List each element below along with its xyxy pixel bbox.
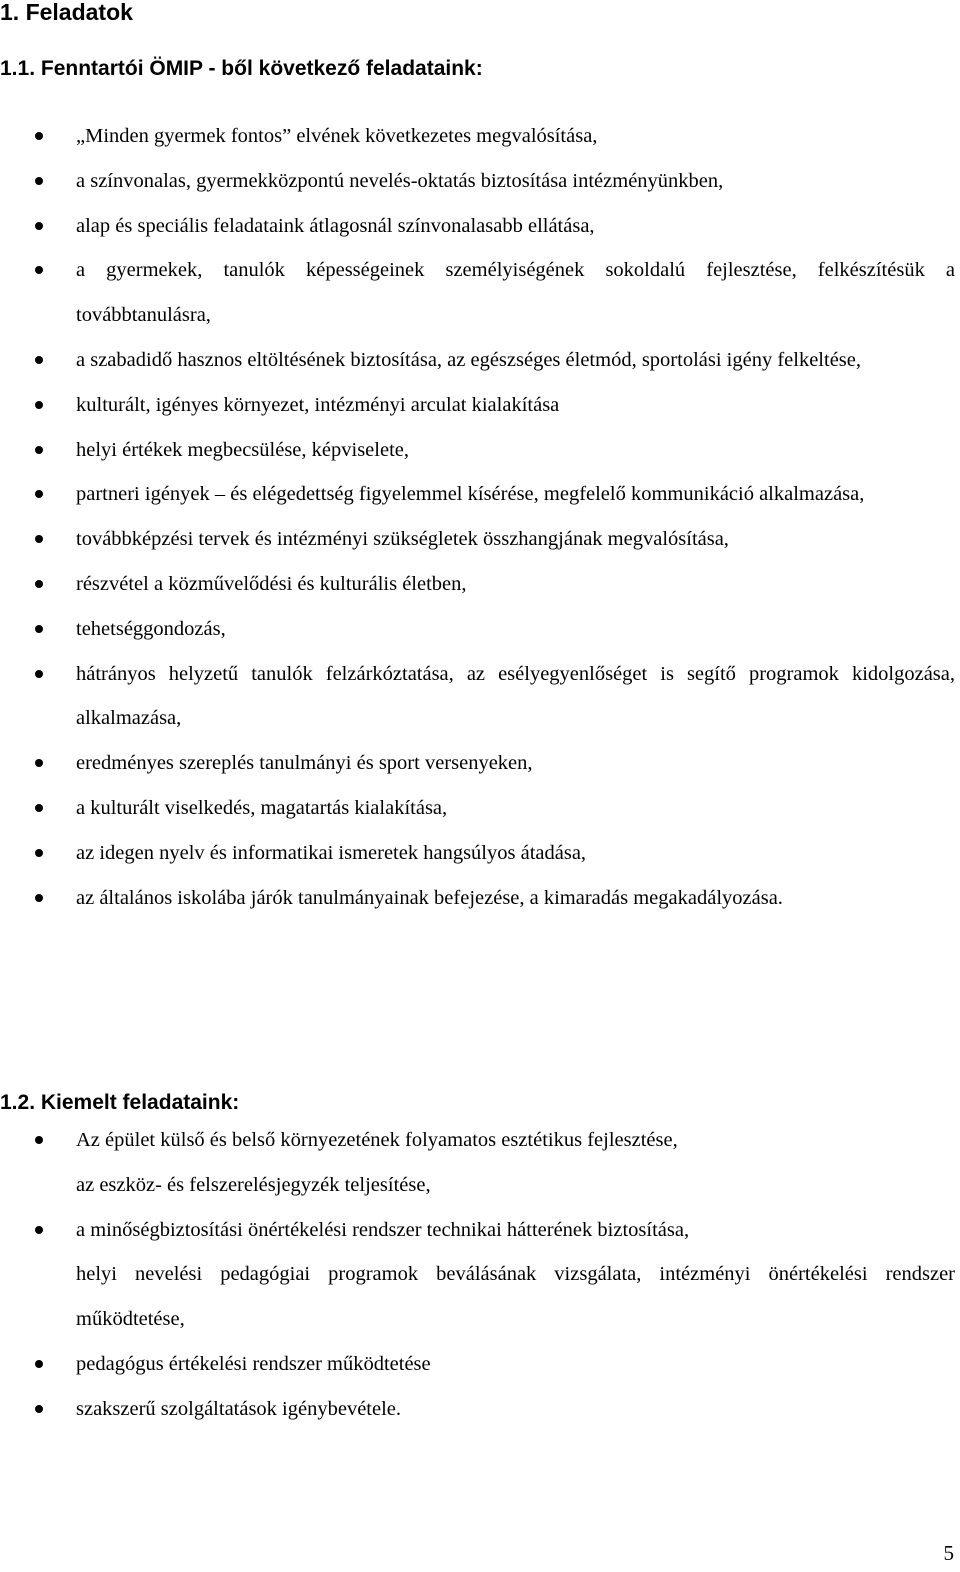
bullet-icon xyxy=(35,804,43,812)
bullet-icon xyxy=(35,1405,43,1413)
bullet-icon xyxy=(35,670,43,678)
list-item xyxy=(0,1252,955,1342)
list-item xyxy=(0,1163,955,1208)
bullet-icon xyxy=(35,759,43,767)
bullet-icon xyxy=(35,1360,43,1368)
list-item xyxy=(0,428,955,473)
list-item-text: az idegen nyelv és informatikai ismeretek hangsúlyos átadása, xyxy=(76,841,587,864)
bullet-icon xyxy=(35,401,43,409)
list-item xyxy=(0,204,955,249)
list-item xyxy=(0,472,955,517)
list-item-text: Az épület külső és belső környezetének folyamatos esztétikus fejlesztése, xyxy=(76,1129,678,1151)
list-item xyxy=(0,562,955,607)
list-item-text: a szabadidő hasznos eltöltésének biztosítása, az egészséges életmód, sportolási igény felkeltése, xyxy=(76,348,861,371)
bullet-icon xyxy=(35,535,43,543)
list-item xyxy=(0,741,955,786)
list-item-text: helyi nevelési pedagógiai programok beválásának vizsgálata, intézményi önértékelési rendszer működtetése, xyxy=(76,1263,955,1331)
list-item-text: szakszerű szolgáltatások igénybevétele. xyxy=(76,1397,402,1420)
list-item-text: a kulturált viselkedés, magatartás kialakítása, xyxy=(76,796,448,819)
list-item-text: továbbképzési tervek és intézményi szükségletek összhangjának megvalósítása, xyxy=(76,528,729,551)
task-list-1-1 xyxy=(0,114,960,920)
bullet-icon xyxy=(35,1136,43,1144)
list-item-text: az eszköz- és felszerelésjegyzék teljesítése, xyxy=(76,1173,431,1196)
list-item-text: „Minden gyermek fontos” elvének következetes megvalósítása, xyxy=(76,125,598,147)
list-item xyxy=(0,652,955,742)
list-item xyxy=(0,1118,955,1163)
list-item-text: az általános iskolába járók tanulmányainak befejezése, a kimaradás megakadályozása. xyxy=(76,886,783,909)
list-item xyxy=(0,159,955,204)
bullet-icon xyxy=(35,177,43,185)
list-item xyxy=(0,786,955,831)
bullet-icon xyxy=(35,490,43,498)
list-item-text: kulturált, igényes környezet, intézményi arculat kialakítása xyxy=(76,393,560,416)
list-item xyxy=(0,383,955,428)
list-item xyxy=(0,607,955,652)
list-item-text: helyi értékek megbecsülése, képviselete, xyxy=(76,438,409,461)
section-heading-1-1: 1.1. Fenntartói ÖMIP - ből következő feladataink: xyxy=(0,57,483,80)
document-heading: 1. Feladatok xyxy=(0,0,133,25)
list-item-text: eredményes szereplés tanulmányi és sport versenyeken, xyxy=(76,752,533,775)
list-item xyxy=(0,114,955,159)
list-item-text: tehetséggondozás, xyxy=(76,617,226,640)
list-item-text: hátrányos helyzetű tanulók felzárkóztatása, az esélyegyenlőséget is segítő programok kidolgozása, alkalmazása, xyxy=(76,662,955,730)
list-item-text: pedagógus értékelési rendszer működtetése xyxy=(76,1352,431,1375)
bullet-icon xyxy=(35,132,43,140)
bullet-icon xyxy=(35,894,43,902)
list-item xyxy=(0,1208,955,1253)
task-list-1-2 xyxy=(0,1118,960,1432)
bullet-icon xyxy=(35,266,43,274)
list-item-text: alap és speciális feladataink átlagosnál színvonalasabb ellátása, xyxy=(76,214,595,237)
list-item xyxy=(0,1387,955,1432)
bullet-icon xyxy=(35,446,43,454)
list-item xyxy=(0,338,955,383)
list-item-text: a gyermekek, tanulók képességeinek személyiségének sokoldalú fejlesztése, felkészítésük a továbbtanulásra, xyxy=(76,259,955,327)
list-item xyxy=(0,517,955,562)
list-item-text: a minőségbiztosítási önértékelési rendszer technikai hátterének biztosítása, xyxy=(76,1218,690,1241)
list-item xyxy=(0,876,955,921)
list-item-text: részvétel a közművelődési és kulturális életben, xyxy=(76,572,467,595)
bullet-icon xyxy=(35,356,43,364)
bullet-icon xyxy=(35,222,43,230)
list-item xyxy=(0,248,955,338)
page-number: 5 xyxy=(943,1541,954,1565)
bullet-icon xyxy=(35,849,43,857)
list-item xyxy=(0,831,955,876)
list-item xyxy=(0,1342,955,1387)
section-heading-1-2: 1.2. Kiemelt feladataink: xyxy=(0,1091,240,1114)
bullet-icon xyxy=(35,625,43,633)
bullet-icon xyxy=(35,580,43,588)
list-item-text: a színvonalas, gyermekközpontú nevelés-oktatás biztosítása intézményünkben, xyxy=(76,169,724,192)
list-item-text: partneri igények – és elégedettség figyelemmel kísérése, megfelelő kommunikáció alkalmazása, xyxy=(76,483,865,506)
bullet-icon xyxy=(35,1226,43,1234)
